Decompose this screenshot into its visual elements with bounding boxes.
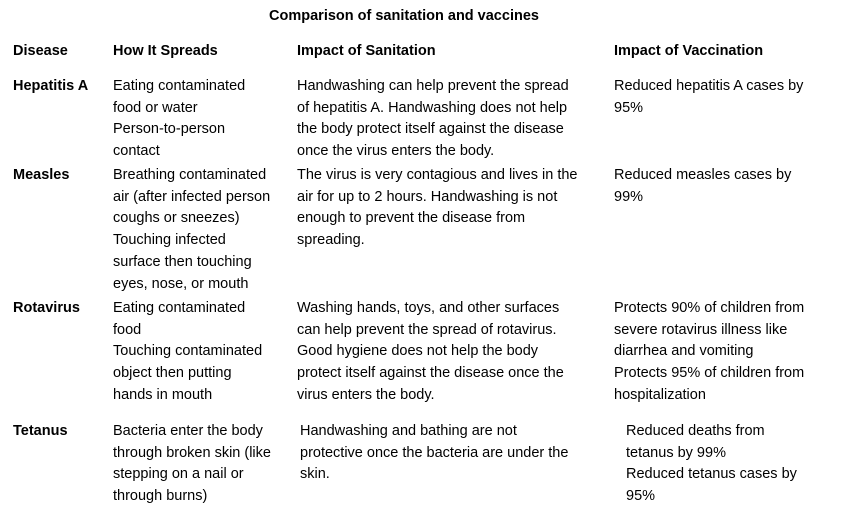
text-line: Breathing contaminated — [113, 167, 267, 183]
text-line: Person-to-person — [113, 121, 226, 138]
text-line: once the virus enters the body. — [297, 143, 495, 160]
row-measles-sanitation — [297, 165, 607, 252]
text-line: protective once the bacteria are under the — [300, 444, 569, 461]
text-line: food — [113, 321, 142, 338]
row-rotavirus-sanitation — [297, 298, 607, 407]
text-line: the body protect itself against the disease — [297, 121, 564, 138]
text-line: The virus is very contagious and lives in the — [297, 167, 578, 183]
text-line: spreading. — [297, 232, 365, 249]
text-line: enough to prevent the disease from — [297, 210, 526, 227]
text-line: can help prevent the spread of rotavirus. — [297, 321, 557, 338]
text-line: Handwashing and bathing are not — [300, 423, 517, 439]
row-measles-spread — [113, 165, 293, 295]
text-line: severe rotavirus illness like — [614, 321, 788, 338]
text-line: surface then touching — [113, 253, 252, 270]
header-impact-of-sanitation: Impact of Sanitation — [297, 43, 436, 59]
row-hepatitis-a-vaccination — [614, 76, 834, 119]
text-line: hospitalization — [614, 386, 706, 403]
text-line: Eating contaminated — [113, 300, 246, 316]
row-tetanus-disease: Tetanus — [13, 423, 68, 439]
header-disease: Disease — [13, 43, 68, 59]
text-line: Reduced tetanus cases by — [626, 466, 797, 483]
row-tetanus-vaccination — [626, 421, 836, 508]
row-hepatitis-a-sanitation — [297, 76, 607, 163]
row-tetanus-spread — [113, 421, 293, 508]
text-line: through burns) — [113, 488, 208, 505]
text-line: Good hygiene does not help the body — [297, 343, 539, 360]
text-line: Bacteria enter the body — [113, 423, 263, 439]
header-impact-of-vaccination: Impact of Vaccination — [614, 43, 764, 59]
text-line: diarrhea and vomiting — [614, 343, 754, 360]
row-tetanus-sanitation — [300, 421, 610, 486]
text-line: Protects 90% of children from — [614, 300, 805, 316]
text-line: Reduced hepatitis A cases by — [614, 78, 804, 94]
text-line: air for up to 2 hours. Handwashing is not — [297, 188, 558, 205]
text-line: tetanus by 99% — [626, 444, 726, 461]
text-line: eyes, nose, or mouth — [113, 275, 249, 292]
text-line: protect itself against the disease once the — [297, 365, 564, 382]
text-line: Eating contaminated — [113, 78, 246, 94]
text-line: through broken skin (like — [113, 444, 271, 461]
row-measles-vaccination — [614, 165, 834, 208]
page-title: Comparison of sanitation and vaccines — [269, 8, 539, 24]
text-line: 95% — [614, 99, 644, 116]
text-line: virus enters the body. — [297, 386, 435, 403]
text-line: contact — [113, 143, 160, 160]
text-line: Touching contaminated — [113, 343, 263, 360]
text-line: Protects 95% of children from — [614, 365, 805, 382]
header-how-it-spreads: How It Spreads — [113, 43, 218, 59]
text-line: hands in mouth — [113, 386, 213, 403]
text-line: food or water — [113, 99, 198, 116]
text-line: Reduced deaths from — [626, 423, 765, 439]
text-line: stepping on a nail or — [113, 466, 244, 483]
text-line: Washing hands, toys, and other surfaces — [297, 300, 560, 316]
row-rotavirus-vaccination — [614, 298, 834, 407]
text-line: coughs or sneezes) — [113, 210, 240, 227]
text-line: Reduced measles cases by — [614, 167, 792, 183]
text-line: 99% — [614, 188, 644, 205]
row-rotavirus-disease: Rotavirus — [13, 300, 80, 316]
text-line: object then putting — [113, 365, 232, 382]
row-measles-disease: Measles — [13, 167, 70, 183]
text-line: of hepatitis A. Handwashing does not help — [297, 99, 568, 116]
row-hepatitis-a-spread — [113, 76, 293, 163]
text-line: Handwashing can help prevent the spread — [297, 78, 569, 94]
row-rotavirus-spread — [113, 298, 293, 407]
row-hepatitis-a-disease: Hepatitis A — [13, 78, 89, 94]
text-line: skin. — [300, 466, 330, 483]
text-line: air (after infected person — [113, 188, 271, 205]
text-line: 95% — [626, 488, 656, 505]
text-line: Touching infected — [113, 232, 226, 249]
